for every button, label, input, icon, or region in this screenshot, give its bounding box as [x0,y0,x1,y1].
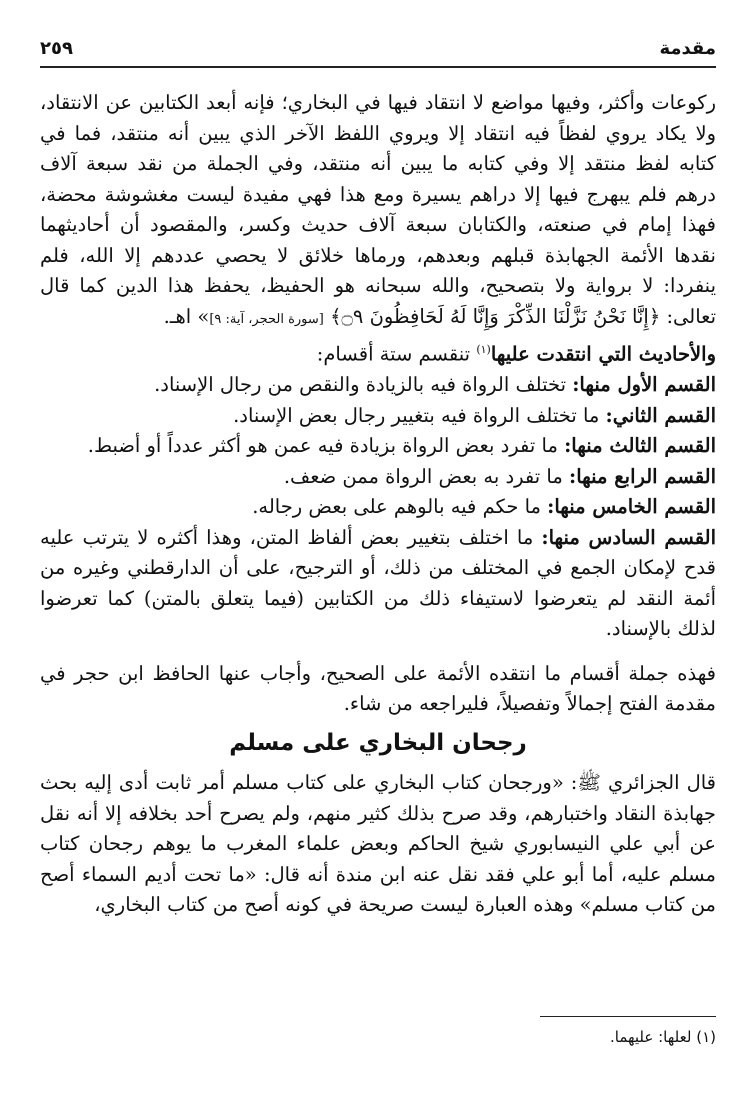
list-item [40,370,716,401]
final-lead: قال الجزائري [600,771,717,794]
quote-ending: » اهـ. [163,304,210,328]
list-item [40,523,716,645]
quote-paragraph [40,88,716,335]
quote-text: ركوعات وأكثر، وفيها مواضع لا انتقاد فيها في البخاري؛ فإنه أبعد الكتابين عن الانتقاد، ولا يكاد يروي لفظاً فيه انتقاد إلا ويروي اللفظ الآخر الذي يبين أنه منتقد، فما في كتابه لفظ منتقد إلا وفي كتابه ما يبين أنه منتقد، وفي الجملة من نقد سبعة آلاف درهم فلم يبهرج فيها إلا دراهم يسيرة ومع هذا فهي مفيدة ليست مغشوشة محضة، فهذا إمام في صنعته، والكتابان سبعة آلاف حديث وكسر، والمقصود أن أحاديثهما نقدها الأئمة الجهابذة قبلهم وبعدهم، ورماها خلائق لا يحصي عددهم إلا الله، فلم ينفردا: لا برواية ولا بتصحيح، والله سبحانه هو الحفيظ، يحفظ هذا الدين كما قال تعالى: [40,91,716,328]
header-divider [40,66,716,68]
section-title: القسم السادس منها: [541,525,716,549]
section-text: ما تفرد به بعض الرواة ممن ضعف. [283,464,570,488]
page [40,0,716,1098]
verse-reference: [سورة الحجر، آية: ٩] [209,311,324,327]
page-body [40,88,716,921]
footnote-divider [540,1016,716,1017]
section-text: ما اختلف بتغيير بعض ألفاظ المتن، وهذا أكثره لا يترتب عليه قدح لإمكان الجمع في المختلف من ذلك، أو الترجيح، على أن الدارقطني وغيره من أئمة النقد لم يتعرضوا لاستيفاء ذلك من الكتابين (فيما يتعلق بالمتن) كما تعرضوا لذلك بالإسناد. [40,525,716,640]
section-heading: رجحان البخاري على مسلم [229,729,527,756]
list-item [40,431,716,462]
footnote-text: لعلها: عليهما. [609,1028,692,1046]
list-item [40,462,716,493]
section-text: ما حكم فيه بالوهم على بعض رجاله. [252,495,548,518]
sections-intro-lead: والأحاديث التي انتقدت عليها [490,342,716,366]
final-paragraph [40,768,716,921]
sections-intro-rest: تنقسم ستة أقسام: [316,342,477,366]
page-number: ٢٥٩ [40,37,73,59]
sections-intro [40,335,716,370]
section-title: القسم الرابع منها: [569,464,716,488]
list-item [40,401,716,432]
final-text: : «ورجحان كتاب البخاري على كتاب مسلم أمر ثابت أدى إليه بحث جهابذة النقاد واختبارهم، وقد صرح بذلك كثير منهم، ولم يصرح أحد بخلافه إلا أنه نقل عن أبي علي النيسابوري شيخ الحاكم وبعض علماء المغرب ما يوهم رجحان كتاب مسلم عليه، أما أبو علي فقد نقل عنه ابن مندة أنه قال: «ما تحت أديم السماء أصح من كتاب مسلم» وهذه العبارة ليست صريحة في كونه أصح من كتاب البخاري، [40,771,716,916]
section-title: القسم الخامس منها: [547,495,716,518]
honorific-symbol: ﷺ [577,771,601,794]
section-title: القسم الثالث منها: [564,434,716,457]
section-title: القسم الثاني: [605,403,716,427]
section-text: ما تختلف الرواة فيه بتغيير رجال بعض الإسناد. [233,403,606,427]
section-text: ما تفرد بعض الرواة بزيادة فيه عمن هو أكثر عدداً أو أضبط. [87,434,565,457]
sections-list [40,370,716,645]
summary-paragraph: فهذه جملة أقسام ما انتقده الأئمة على الصحيح، وأجاب عنها الحافظ ابن حجر في مقدمة الفتح إجمالاً وتفصيلاً، فليراجعه من شاء. [40,661,716,715]
quran-verse: ﴿إِنَّا نَحْنُ نَزَّلْنَا الذِّكْرَ وَإِنَّا لَهُ لَحَافِظُونَ ۝٩﴾ [330,304,661,328]
footnote-ref[interactable]: (١) [476,343,491,356]
page-header [40,30,716,66]
spacer [40,645,716,659]
footnote [40,1028,716,1046]
section-title: القسم الأول منها: [572,373,716,396]
running-title: مقدمة [659,37,716,59]
list-item [40,492,716,523]
section-text: تختلف الرواة فيه بالزيادة والنقص من رجال الإسناد. [154,373,573,396]
footnote-mark: (١) [696,1028,716,1046]
